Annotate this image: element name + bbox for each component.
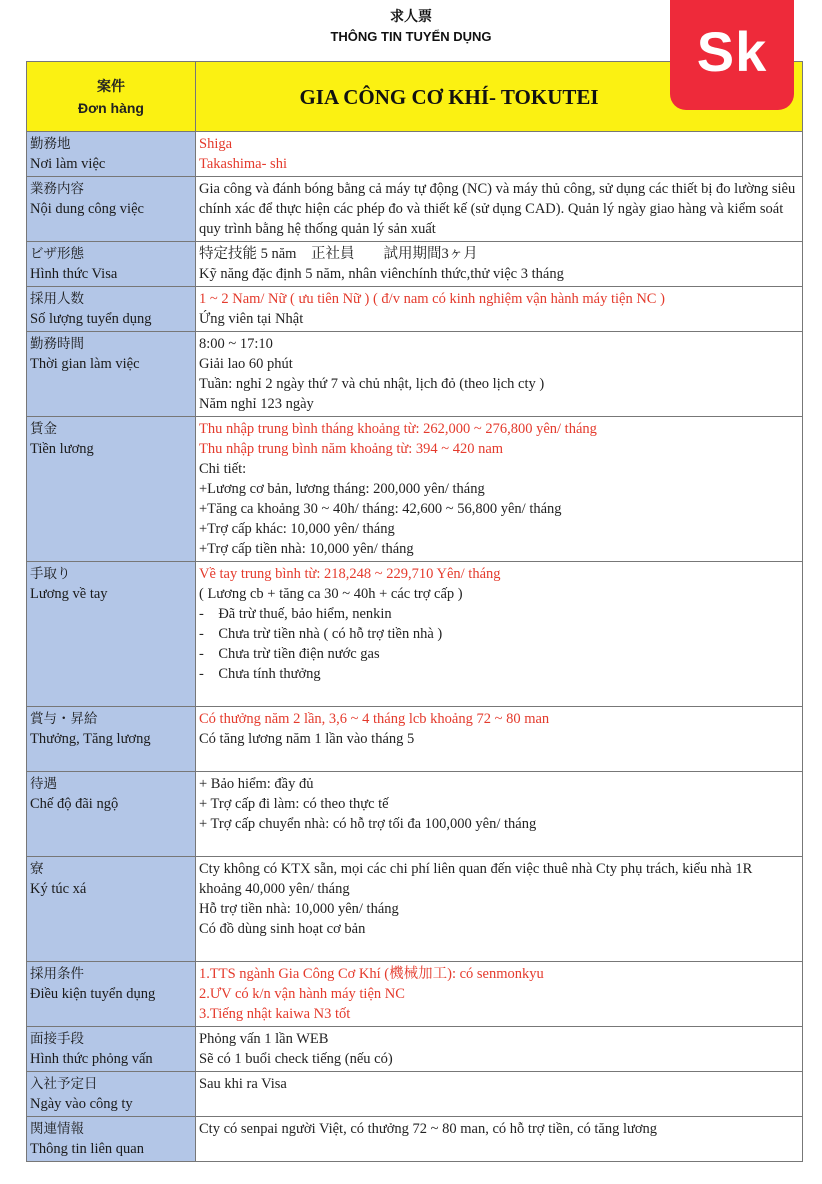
row-value-line: Hỗ trợ tiền nhà: 10,000 yên/ tháng [199, 901, 399, 917]
row-label-vi: Nội dung công việc [30, 201, 144, 217]
row-value-line: ( Lương cb + tăng ca 30 ~ 40h + các trợ cấp ) [199, 586, 463, 602]
row-value-line: Có tăng lương năm 1 lần vào tháng 5 [199, 731, 415, 747]
row-label-vi: Thưởng, Tăng lương [30, 731, 151, 747]
row-label-vi: Tiền lương [30, 441, 94, 457]
row-value-line [199, 684, 798, 704]
row-label-cell [27, 1072, 196, 1117]
row-value-line: Ứng viên tại Nhật [199, 311, 304, 327]
row-value-cell [196, 177, 803, 242]
row-value-line: +Lương cơ bản, lương tháng: 200,000 yên/ tháng [199, 481, 485, 497]
row-value-line [199, 749, 798, 769]
row-label-vi: Nơi làm việc [30, 156, 106, 172]
row-label-jp: 採用条件 [30, 966, 84, 982]
info-row [27, 707, 803, 772]
row-label-cell [27, 132, 196, 177]
row-value-cell [196, 242, 803, 287]
info-row [27, 242, 803, 287]
info-row [27, 332, 803, 417]
row-label-jp: 関連情報 [30, 1121, 84, 1137]
order-title: GIA CÔNG CƠ KHÍ- TOKUTEI [299, 84, 599, 109]
row-label-jp: 手取り [30, 566, 71, 582]
row-value-line: Kỹ năng đặc định 5 năm, nhân viênchính thức,thử việc 3 tháng [199, 266, 564, 282]
row-label-cell [27, 177, 196, 242]
row-label-vi: Thời gian làm việc [30, 356, 140, 372]
info-row [27, 287, 803, 332]
row-value-cell [196, 857, 803, 962]
row-label-jp: 勤務地 [30, 136, 71, 152]
row-value-line: + Bảo hiểm: đầy đủ [199, 776, 314, 792]
row-value-line: +Trợ cấp khác: 10,000 yên/ tháng [199, 521, 395, 537]
row-value-cell [196, 962, 803, 1027]
row-value-line: Cty không có KTX sẵn, mọi các chi phí liên quan đến việc thuê nhà Cty phụ trách, kiểu nhà 1R khoảng 40,000 yên/ tháng [199, 861, 753, 897]
row-value-cell [196, 772, 803, 857]
row-value-line: Về tay trung bình từ: 218,248 ~ 229,710 Yên/ tháng [199, 566, 501, 582]
row-value-line: Thu nhập trung bình tháng khoảng từ: 262,000 ~ 276,800 yên/ tháng [199, 421, 597, 437]
row-label-jp: 採用人数 [30, 291, 84, 307]
row-value-line: +Tăng ca khoảng 30 ~ 40h/ tháng: 42,600 ~ 56,800 yên/ tháng [199, 501, 562, 517]
row-label-jp: 業務内容 [30, 181, 84, 197]
row-value-line: Sau khi ra Visa [199, 1076, 287, 1092]
info-row [27, 1117, 803, 1162]
row-value-line: + Trợ cấp đi làm: có theo thực tế [199, 796, 389, 812]
row-label-cell [27, 332, 196, 417]
row-label-vi: Lương về tay [30, 586, 108, 602]
row-label-cell [27, 1117, 196, 1162]
row-value-cell [196, 287, 803, 332]
page-title-vi: THÔNG TIN TUYỂN DỤNG [330, 29, 492, 44]
info-row [27, 417, 803, 562]
order-label-jp: 案件 [97, 77, 125, 94]
row-value-line [199, 939, 798, 959]
row-value-line: - Chưa tính thưởng [199, 666, 321, 682]
row-value-line: Shiga [199, 136, 233, 152]
row-value-cell [196, 132, 803, 177]
row-value-line: Gia công và đánh bóng bằng cả máy tự động (NC) và máy thủ công, sử dụng các thiết bị đo lường siêu chính xác để thực hiện các phép đo và thiết kế (sử dụng CAD). Quản lý ngày giao hàng và kiểm soát quy trình bằng hệ thống quản lý sản xuất [199, 181, 796, 237]
row-label-vi: Hình thức Visa [30, 266, 118, 282]
order-label-cell [27, 62, 196, 132]
info-row [27, 562, 803, 707]
info-row [27, 1027, 803, 1072]
row-label-vi: Chế độ đãi ngộ [30, 796, 119, 812]
row-value-line: 特定技能 5 năm 正社員 試用期間3ヶ月 [199, 246, 478, 262]
row-value-cell [196, 1117, 803, 1162]
row-value-line: 2.ƯV có k/n vận hành máy tiện NC [199, 986, 405, 1002]
row-value-line: Có đồ dùng sinh hoạt cơ bản [199, 921, 366, 937]
row-label-cell [27, 562, 196, 707]
info-row [27, 177, 803, 242]
row-label-cell [27, 417, 196, 562]
row-value-line: Giải lao 60 phút [199, 356, 293, 372]
row-label-jp: 入社予定日 [30, 1076, 98, 1092]
sk-logo [670, 0, 794, 110]
row-label-jp: 面接手段 [30, 1031, 84, 1047]
row-label-jp: 寮 [30, 861, 44, 877]
row-value-cell [196, 417, 803, 562]
row-label-vi: Số lượng tuyển dụng [30, 311, 152, 327]
row-value-line [199, 1139, 798, 1159]
row-value-line: +Trợ cấp tiền nhà: 10,000 yên/ tháng [199, 541, 414, 557]
order-label-vi: Đơn hàng [78, 99, 144, 116]
row-value-cell [196, 1072, 803, 1117]
info-row [27, 772, 803, 857]
row-value-line: - Chưa trừ tiền điện nước gas [199, 646, 380, 662]
row-value-line: Tuần: nghỉ 2 ngày thứ 7 và chủ nhật, lịch đỏ (theo lịch cty ) [199, 376, 545, 392]
row-label-cell [27, 1027, 196, 1072]
info-row [27, 962, 803, 1027]
row-label-cell [27, 242, 196, 287]
row-value-line: 1.TTS ngành Gia Công Cơ Khí (機械加工): có senmonkyu [199, 966, 544, 982]
info-row [27, 857, 803, 962]
row-label-cell [27, 707, 196, 772]
row-value-cell [196, 1027, 803, 1072]
row-value-cell [196, 562, 803, 707]
row-label-cell [27, 962, 196, 1027]
row-label-cell [27, 287, 196, 332]
row-value-cell [196, 707, 803, 772]
row-value-cell [196, 332, 803, 417]
row-label-vi: Điều kiện tuyển dụng [30, 986, 156, 1002]
row-value-line: Chi tiết: [199, 461, 247, 477]
row-value-line: - Chưa trừ tiền nhà ( có hỗ trợ tiền nhà ) [199, 626, 443, 642]
row-value-line: Có thưởng năm 2 lần, 3,6 ~ 4 tháng lcb khoảng 72 ~ 80 man [199, 711, 550, 727]
row-label-cell [27, 857, 196, 962]
row-label-jp: 賞与・昇給 [30, 711, 98, 727]
info-row [27, 132, 803, 177]
row-value-line: Cty có senpai người Việt, có thưởng 72 ~ 80 man, có hỗ trợ tiền, có tăng lương [199, 1121, 658, 1137]
row-label-jp: 待遇 [30, 776, 57, 792]
info-row [27, 1072, 803, 1117]
row-value-line: 3.Tiếng nhật kaiwa N3 tốt [199, 1006, 351, 1022]
row-label-jp: 賃金 [30, 421, 57, 437]
row-value-line: 8:00 ~ 17:10 [199, 336, 273, 352]
row-value-line: Phỏng vấn 1 lần WEB [199, 1031, 329, 1047]
row-value-line: Thu nhập trung bình năm khoảng từ: 394 ~ 420 nam [199, 441, 504, 457]
row-value-line: Takashima- shi [199, 156, 287, 172]
row-label-cell [27, 772, 196, 857]
row-value-line [199, 834, 798, 854]
row-label-vi: Hình thức phỏng vấn [30, 1051, 153, 1067]
row-label-vi: Ngày vào công ty [30, 1096, 133, 1112]
logo-text: Sk [696, 20, 768, 83]
row-label-jp: ビザ形態 [30, 246, 84, 262]
row-label-vi: Ký túc xá [30, 881, 87, 897]
row-label-jp: 勤務時間 [30, 336, 84, 352]
row-label-vi: Thông tin liên quan [30, 1141, 144, 1157]
row-value-line: 1 ~ 2 Nam/ Nữ ( ưu tiên Nữ ) ( đ/v nam có kinh nghiệm vận hành máy tiện NC ) [199, 291, 665, 307]
row-value-line: - Đã trừ thuế, bảo hiểm, nenkin [199, 606, 392, 622]
job-info-table [26, 61, 803, 1162]
page-title-jp: 求人票 [390, 8, 432, 24]
row-value-line [199, 1094, 798, 1114]
row-value-line: Sẽ có 1 buổi check tiếng (nếu có) [199, 1051, 393, 1067]
row-value-line: Năm nghỉ 123 ngày [199, 396, 314, 412]
row-value-line: + Trợ cấp chuyển nhà: có hỗ trợ tối đa 100,000 yên/ tháng [199, 816, 537, 832]
